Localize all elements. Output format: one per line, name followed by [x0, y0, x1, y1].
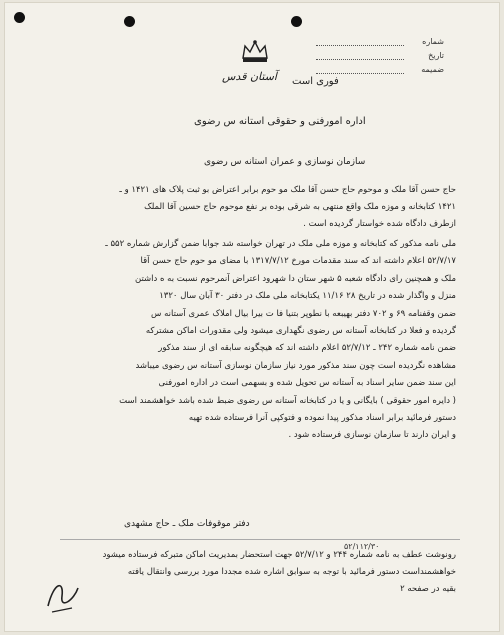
punch-hole — [14, 12, 25, 23]
date-label: تاریخ — [428, 51, 444, 60]
note-line: خواهشمنداست دستور فرمائید با توجه به سوابق اشاره شده مجددا مورد بررسی وانتقال یافته — [127, 567, 456, 577]
priority-label: فوری است — [292, 76, 339, 87]
reference-number: ۵۲/۱۱۲/۳۰ — [344, 542, 380, 551]
letter-page — [4, 2, 500, 632]
punch-hole — [124, 16, 135, 27]
body-line: این سند ضمن سایر اسناد به آستانه س تحویل شده و بسهمی است در اداره امورفنی — [158, 378, 456, 389]
attachment-label: ضمیمه — [421, 65, 444, 74]
note-line: بقیه در صفحه ۲ — [400, 584, 456, 594]
copy-note — [56, 547, 456, 598]
letter-meta — [316, 32, 444, 74]
attachment-line — [316, 63, 404, 74]
letter-subject: اداره امورفنی و حقوقی آستانه س رضوی — [194, 116, 366, 127]
number-label: شماره — [422, 37, 444, 46]
body-line: ۵۲/۷/۱۷ اعلام داشته اند که سند مقدمات مورخ ۱۳۱۷/۷/۱۲ با مضای مو حوم حاج حسن آقا — [140, 256, 456, 267]
organization-name: آستان قدس — [222, 70, 277, 83]
body-line: ضمن نامه شماره ۲۴۲ ـ ۵۲/۷/۱۲ اعلام داشته اند که هیچگونه سابقه ای از سند مذکور — [158, 343, 456, 354]
body-line: ( دایره امور حقوقی ) بایگانی و یا در کتابخانه آستانه س رضوی ضبط شده باشد خواهشمند است — [119, 395, 456, 406]
body-line: ملی نامه مذکور که کتابخانه و موزه ملی ملک در تهران خواسته شد جوابا ضمن گزارش شماره ۵۵۲ ـ — [105, 239, 456, 249]
divider — [60, 539, 460, 540]
body-line: ملک و همچنین رای دادگاه شعبه ۵ شهر ستان دا شهرود اعتراض آنمرحوم نسبت به ه داشتن — [135, 273, 456, 284]
handwritten-signature-icon — [44, 576, 84, 616]
signature-line: دفتر موقوفات ملک ـ حاج مشهدی — [124, 519, 250, 529]
letter-paragraph-2 — [56, 236, 456, 445]
punch-hole — [291, 16, 302, 27]
number-line — [316, 35, 404, 46]
body-line: دستور فرمائید برابر اسناد مذکور پیدا نموده و فتوکپی آنرا فرستاده شده تهیه — [188, 413, 456, 424]
body-line: و ایران دارند تا سازمان نوسازی فرستاده شود . — [288, 430, 456, 441]
body-line: ۱۴۲۱ کتابخانه و موزه ملک واقع منتهی به شرقی بوده بر نفع موحوم حاج حسین آقا الملک — [144, 202, 456, 212]
body-line: ازطرف دادگاه شده خواستار گردیده است . — [303, 219, 456, 229]
body-line: حاج حسن آقا ملک و موحوم حاج حسن آقا ملک مو حوم برابر اعتراض بو ثبت پلاک های ۱۴۲۱ و ـ — [119, 185, 456, 195]
body-line: منزل و واگذار شده در تاریخ ۲۸ ۱۱/۱۶ یکتابخانه ملی ملک در دفتر ۳۰ آبان سال ۱۳۲۰ — [159, 291, 456, 302]
letter-salutation: سازمان نوسازی و عمران آستانه س رضوی — [204, 157, 366, 167]
date-line — [316, 49, 404, 60]
body-line: مشاهده نگردیده است چون سند مذکور مورد نیاز سازمان نوسازی آستانه س رضوی میباشد — [135, 360, 456, 371]
body-line: گردیده و فعلا در کتابخانه آستانه س رضوی نگهداری میشود ولی مقدورات اماکن مشترکه — [145, 326, 456, 337]
crown-emblem-icon — [240, 38, 270, 64]
note-line: رونوشت عطف به نامه شماره ۲۴۴ و ۵۲/۷/۱۲ جهت استحضار بمدیریت اماکن متبرکه فرستاده میشود — [102, 550, 456, 560]
body-line: ضمن وقفنامه ۶۹ و ۷۰۲ دفتر بهیبعه با نطوپر بتنیا فا ت بیرا بیال املاک عمری آستانه س — [151, 308, 456, 319]
letter-paragraph-1 — [56, 182, 456, 233]
